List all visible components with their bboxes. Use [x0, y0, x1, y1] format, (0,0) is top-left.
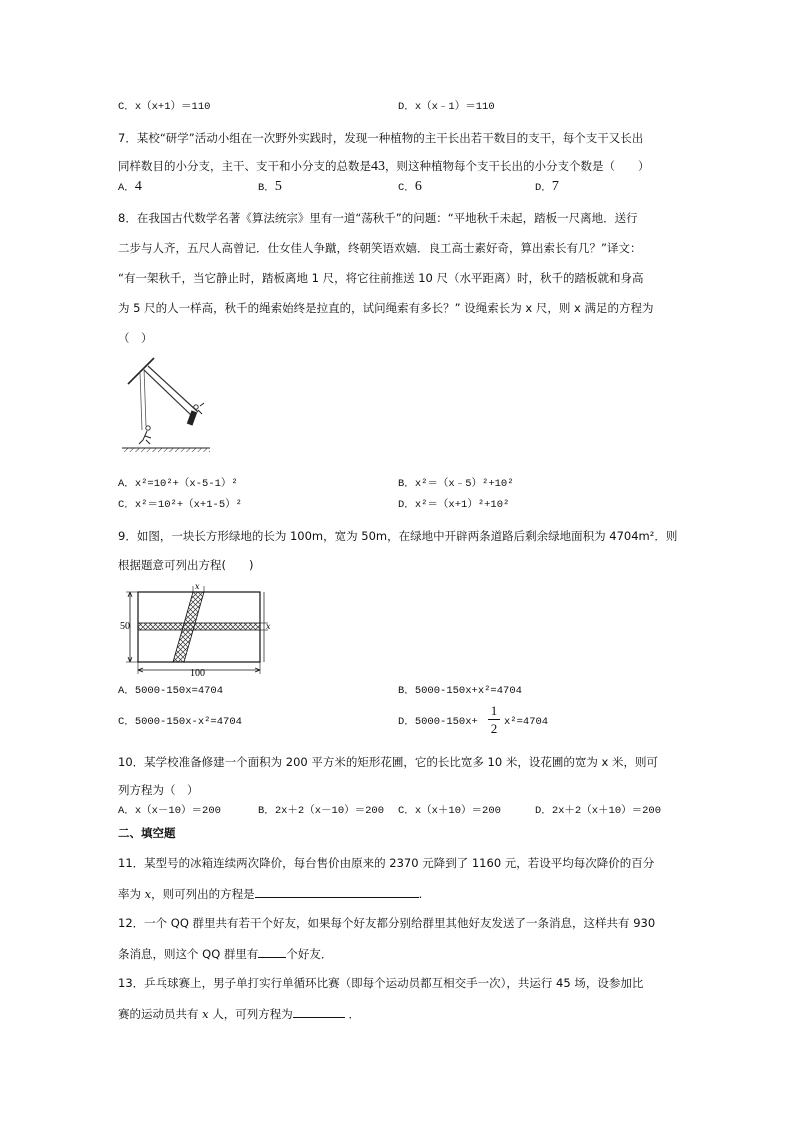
- swing-diagram: [118, 356, 218, 456]
- q8-line2: 二步与人齐，五尺人高曾记．仕女佳人争蹴，终朝笑语欢嬉．良工高士素好奇，算出索长有几？”译文：: [118, 241, 642, 255]
- answer-blank[interactable]: [258, 945, 286, 958]
- q9-option-b: B．5000-150x+x²=4704: [398, 685, 522, 697]
- answer-blank[interactable]: [293, 1005, 345, 1018]
- road-label-right: x: [266, 622, 271, 631]
- q9-option-d: D．5000-150x+: [398, 716, 478, 728]
- q7-option-d: D．7: [535, 179, 559, 194]
- q8-option-d: D．x²＝（x+1）²+10²: [398, 499, 510, 511]
- road-diagram: [118, 582, 278, 678]
- q9-option-d-denominator: 2: [490, 721, 498, 736]
- q10-line2: 列方程为（ ）: [118, 783, 199, 797]
- q10-option-b: B．2x＋2（x－10）＝200: [258, 805, 385, 817]
- q9-option-d-tail: x²=4704: [504, 716, 549, 728]
- q10-option-d: D．2x＋2（x＋10）＝200: [535, 805, 662, 817]
- q8-line5: （ ）: [118, 331, 153, 345]
- q11-line2: 率为 x，则可列出的方程是 .: [118, 887, 423, 901]
- height-label: 50: [120, 621, 130, 632]
- q11-line1: 11．某型号的冰箱连续两次降价，每台售价由原来的 2370 元降到了 1160 元，若设平均每次降价的百分: [118, 856, 655, 870]
- q7-option-c: C．6: [398, 179, 422, 194]
- q12-line2: 条消息，则这个 QQ 群里有 个好友．: [118, 947, 333, 961]
- q8-option-c: C．x²＝10²+（x+1-5）²: [118, 499, 242, 511]
- q7-line1: 7．某校“研学”活动小组在一次野外实践时，发现一种植物的主干长出若干数目的支干，每个支干又长出: [118, 131, 644, 145]
- q7-line2: 同样数目的小分支，主干、支干和小分支的总数是43，则这种植物每个支干长出的小分支个数是（ ）: [118, 159, 650, 174]
- q10-line1: 10．某学校准备修建一个面积为 200 平方米的矩形花圃，它的长比宽多 10 米，设花圃的宽为 x 米，则可: [118, 755, 658, 769]
- q8-option-b: B．x²＝（x﹣5）²+10²: [398, 478, 514, 490]
- q9-option-c: C．5000-150x-x²=4704: [118, 716, 242, 728]
- q8-option-a: A．x²=10²+（x-5-1）²: [118, 478, 238, 490]
- q7-option-a: A．4: [118, 179, 142, 194]
- q9-option-d-numerator: 1: [490, 703, 498, 718]
- q13-line1: 13．乒乓球赛上，男子单打实行单循环比赛（即每个运动员都互相交手一次），共运行 45 场，设参加比: [118, 976, 644, 990]
- fraction-bar: [488, 719, 500, 720]
- q9-line1: 9．如图，一块长方形绿地的长为 100m，宽为 50m，在绿地中开辟两条道路后剩余绿地面积为 4704m²．则: [118, 529, 678, 543]
- q10-option-a: A．x（x－10）＝200: [118, 805, 221, 817]
- answer-blank[interactable]: [255, 885, 419, 898]
- q6-option-d: D．x（x﹣1）＝110: [398, 101, 495, 113]
- q7-option-b: B．5: [258, 179, 282, 194]
- q10-option-c: C．x（x＋10）＝200: [398, 805, 501, 817]
- q8-line1: 8．在我国古代数学名著《算法统宗》里有一道“荡秋千”的问题：“平地秋千未起，踏板一尺离地．送行: [118, 211, 638, 225]
- q12-line1: 12．一个 QQ 群里共有若干个好友，如果每个好友都分别给群里其他好友发送了一条消息，这样共有 930: [118, 916, 656, 930]
- q8-line4: 为 5 尺的人一样高，秋千的绳索始终是拉直的，试问绳索有多长？” 设绳索长为 x 尺，则 x 满足的方程为: [118, 301, 654, 315]
- q9-line2: 根据题意可列出方程( ): [118, 558, 254, 572]
- q13-line2: 赛的运动员共有 x 人，可列方程为 ．: [118, 1007, 360, 1021]
- q9-option-a: A．5000-150x=4704: [118, 685, 224, 697]
- road-label-top: x: [195, 582, 200, 591]
- q6-option-c: C．x（x+1）＝110: [118, 101, 211, 113]
- section-title: 二、填空题: [118, 826, 176, 840]
- q8-line3: “有一架秋千，当它静止时，踏板离地 1 尺，将它往前推送 10 尺（水平距离）时，秋千的踏板就和身高: [118, 271, 644, 285]
- width-label: 100: [190, 668, 205, 679]
